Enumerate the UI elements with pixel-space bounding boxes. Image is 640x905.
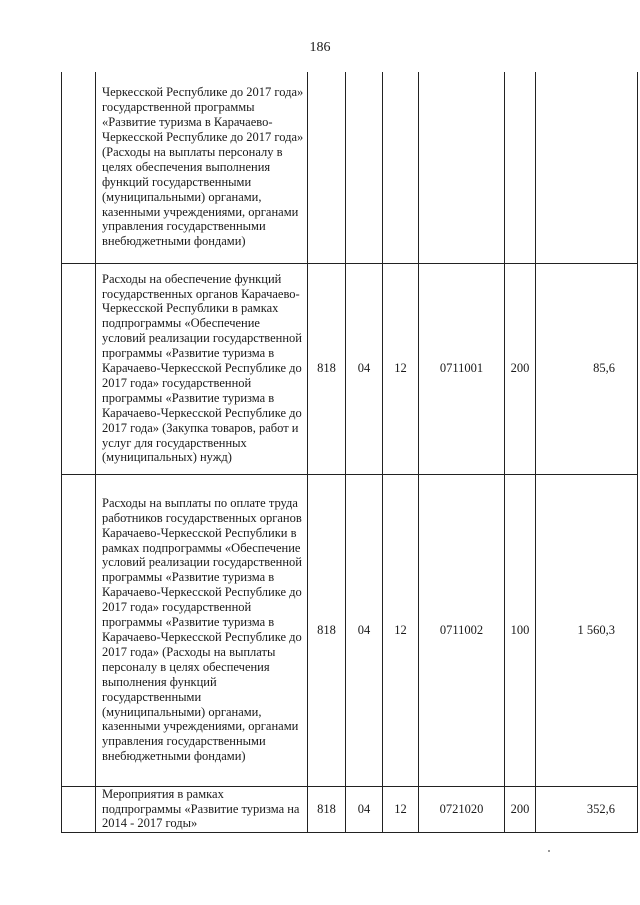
scan-speck <box>548 850 550 852</box>
expense-type-cell: 200 <box>505 263 536 474</box>
subsection-code-cell <box>383 72 419 263</box>
amount-cell: 85,6 <box>536 263 638 474</box>
budget-table <box>61 72 638 833</box>
row-spacer-cell <box>62 786 96 832</box>
ministry-code-cell: 818 <box>308 474 346 786</box>
subsection-code-cell: 12 <box>383 786 419 832</box>
section-code-cell: 04 <box>346 786 383 832</box>
expense-type-cell <box>505 72 536 263</box>
ministry-code-cell <box>308 72 346 263</box>
row-spacer-cell <box>62 72 96 263</box>
section-code-cell: 04 <box>346 263 383 474</box>
table-row <box>62 786 638 832</box>
target-article-cell: 0721020 <box>419 786 505 832</box>
page-number: 186 <box>309 40 331 55</box>
amount-cell <box>536 72 638 263</box>
table-row <box>62 474 638 786</box>
section-code-cell <box>346 72 383 263</box>
amount-cell: 1 560,3 <box>536 474 638 786</box>
description-cell: Мероприятия в рамках подпрограммы «Развитие туризма на 2014 - 2017 годы» <box>96 786 308 832</box>
table-row <box>62 263 638 474</box>
ministry-code-cell: 818 <box>308 263 346 474</box>
target-article-cell <box>419 72 505 263</box>
amount-cell: 352,6 <box>536 786 638 832</box>
expense-type-cell: 100 <box>505 474 536 786</box>
subsection-code-cell: 12 <box>383 263 419 474</box>
target-article-cell: 0711002 <box>419 474 505 786</box>
row-spacer-cell <box>62 474 96 786</box>
ministry-code-cell: 818 <box>308 786 346 832</box>
description-cell: Расходы на обеспечение функций государственных органов Карачаево-Черкесской Республики в рамках подпрограммы «Обеспечение условий реализации государственной программы «Развитие туризма в Карачаево-Черкесской Республике до 2017 года» государственной программы «Развитие туризма в Карачаево-Черкесской Республике до 2017 года» (Закупка товаров, работ и услуг для государственных (муниципальных) нужд) <box>96 263 308 474</box>
description-cell: Расходы на выплаты по оплате труда работников государственных органов Карачаево-Черкесской Республики в рамках подпрограммы «Обеспечение условий реализации государственной программы «Развитие туризма в Карачаево-Черкесской Республике до 2017 года» государственной программы «Развитие туризма в Карачаево-Черкесской Республике до 2017 года» (Расходы на выплаты персоналу в целях обеспечения выполнения функций государственными (муниципальными) органами, казенными учреждениями, органами управления государственными внебюджетными фондами) <box>96 474 308 786</box>
target-article-cell: 0711001 <box>419 263 505 474</box>
subsection-code-cell: 12 <box>383 474 419 786</box>
expense-type-cell: 200 <box>505 786 536 832</box>
table-row <box>62 72 638 263</box>
row-spacer-cell <box>62 263 96 474</box>
description-cell: Черкесской Республике до 2017 года» государственной программы «Развитие туризма в Карачаево-Черкесской Республике до 2017 года» (Расходы на выплаты персоналу в целях обеспечения выполнения функций государственными (муниципальными) органами, казенными учреждениями, органами управления государственными внебюджетными фондами) <box>96 72 308 263</box>
section-code-cell: 04 <box>346 474 383 786</box>
